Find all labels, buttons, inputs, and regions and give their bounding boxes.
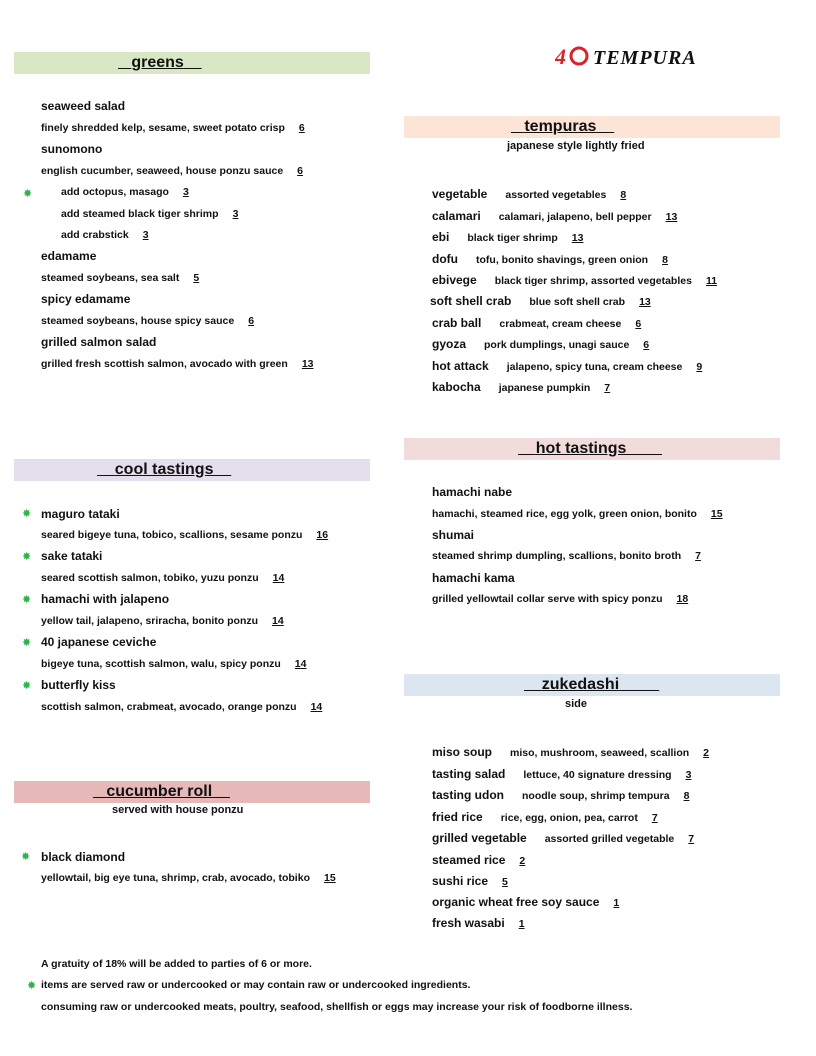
- menu-item-name: edamame: [41, 249, 97, 263]
- raw-indicator-icon: ✸: [23, 188, 33, 200]
- raw-indicator-icon: ✸: [21, 851, 31, 863]
- svg-text:4: 4: [555, 44, 566, 69]
- price: 3: [232, 208, 239, 220]
- price: 3: [142, 229, 149, 241]
- cool-tastings-title: cool tastings: [114, 461, 214, 478]
- tempuras-title: tempuras: [524, 118, 597, 135]
- menu-item-name: maguro tataki: [41, 507, 120, 521]
- menu-item: fresh wasabi 1: [432, 916, 525, 930]
- raw-indicator-icon: ✸: [22, 551, 32, 563]
- menu-item: vegetable assorted vegetables 8: [432, 187, 627, 201]
- menu-item: organic wheat free soy sauce 1: [432, 895, 620, 909]
- svg-text:TEMPURA: TEMPURA: [593, 47, 697, 69]
- tempuras-header: [404, 116, 780, 138]
- menu-item-name: shumai: [432, 528, 475, 542]
- menu-item: ebivege black tiger shrimp, assorted vegetables 11: [432, 273, 718, 287]
- foodborne-warning: consuming raw or undercooked meats, poultry, seafood, shellfish or eggs may increase your risk of foodborne illness.: [41, 1001, 633, 1013]
- menu-item: ebi black tiger shrimp 13: [432, 230, 584, 244]
- menu-item-desc: finely shredded kelp, sesame, sweet potato crisp 6: [41, 122, 305, 134]
- menu-item-desc: grilled yellowtail collar serve with spicy ponzu 18: [432, 593, 689, 605]
- menu-item-desc: yellowtail, big eye tuna, shrimp, crab, avocado, tobiko 15: [41, 872, 336, 884]
- hot-tastings-header: [404, 438, 780, 460]
- 40-tempura-logo: [555, 44, 730, 72]
- zukedashi-header: [404, 674, 780, 696]
- menu-item: soft shell crab blue soft shell crab 13: [430, 294, 651, 308]
- menu-item-desc: yellow tail, jalapeno, sriracha, bonito ponzu 14: [41, 615, 284, 627]
- menu-item-desc: steamed shrimp dumpling, scallions, bonito broth 7: [432, 550, 701, 562]
- addon-item: add crabstick 3: [61, 229, 149, 241]
- cucumber-roll-title: cucumber roll: [106, 783, 213, 800]
- menu-item-name: spicy edamame: [41, 292, 131, 306]
- menu-item: calamari calamari, jalapeno, bell pepper 13: [432, 209, 678, 223]
- menu-item: grilled vegetable assorted grilled vegetable 7: [432, 831, 695, 845]
- raw-items-note: items are served raw or undercooked or may contain raw or undercooked ingredients.: [41, 979, 471, 991]
- price: 15: [710, 508, 723, 520]
- menu-item: fried rice rice, egg, onion, pea, carrot 7: [432, 810, 658, 824]
- menu-item: tasting udon noodle soup, shrimp tempura 8: [432, 788, 690, 802]
- menu-item: gyoza pork dumplings, unagi sauce 6: [432, 337, 650, 351]
- menu-item-desc: bigeye tuna, scottish salmon, walu, spicy ponzu 14: [41, 658, 307, 670]
- menu-item: miso soup miso, mushroom, seaweed, scallion 2: [432, 745, 710, 759]
- hot-tastings-title: hot tastings: [535, 440, 627, 457]
- price: 5: [193, 272, 200, 284]
- price: 14: [272, 572, 285, 584]
- menu-item-name: hamachi nabe: [432, 485, 513, 499]
- price: 6: [298, 122, 305, 134]
- menu-item: dofu tofu, bonito shavings, green onion 8: [432, 252, 668, 266]
- price: 14: [310, 701, 323, 713]
- price: 7: [695, 550, 701, 562]
- menu-item: sushi rice 5: [432, 874, 508, 888]
- menu-item: kabocha japanese pumpkin 7: [432, 380, 611, 394]
- menu-item-desc: hamachi, steamed rice, egg yolk, green onion, bonito 15: [432, 508, 723, 520]
- menu-item-desc: steamed soybeans, sea salt 5: [41, 272, 200, 284]
- menu-item-name: butterfly kiss: [41, 678, 116, 692]
- menu-item-name: hamachi kama: [432, 571, 515, 585]
- tempuras-subtitle: japanese style lightly fried: [507, 140, 645, 152]
- cool-tastings-header: [14, 459, 370, 481]
- menu-item: hot attack jalapeno, spicy tuna, cream cheese 9: [432, 359, 703, 373]
- raw-indicator-icon: ✸: [22, 637, 32, 649]
- raw-indicator-icon: ✸: [22, 508, 32, 520]
- menu-item-desc: english cucumber, seaweed, house ponzu sauce 6: [41, 165, 303, 177]
- price: 6: [248, 315, 255, 327]
- raw-indicator-icon: ✸: [22, 680, 32, 692]
- raw-indicator-icon: ✸: [27, 980, 37, 992]
- addon-item: add octopus, masago 3: [61, 186, 189, 198]
- greens-title: greens: [131, 54, 184, 71]
- menu-item-name: 40 japanese ceviche: [41, 635, 157, 649]
- menu-item: steamed rice 2: [432, 853, 526, 867]
- price: 6: [297, 165, 303, 177]
- greens-header: [14, 52, 370, 74]
- raw-indicator-icon: ✸: [22, 594, 32, 606]
- menu-item-desc: seared bigeye tuna, tobico, scallions, sesame ponzu 16: [41, 529, 329, 541]
- zukedashi-subtitle: side: [565, 698, 588, 710]
- menu-item-name: seaweed salad: [41, 99, 126, 113]
- menu-item-desc: scottish salmon, crabmeat, avocado, orange ponzu 14: [41, 701, 323, 713]
- menu-item-desc: grilled fresh scottish salmon, avocado with green 13: [41, 358, 314, 370]
- price: 3: [182, 186, 189, 198]
- menu-item-name: sake tataki: [41, 549, 103, 563]
- menu-item-name: black diamond: [41, 850, 126, 864]
- menu-item: crab ball crabmeat, cream cheese 6: [432, 316, 642, 330]
- menu-item-desc: steamed soybeans, house spicy sauce 6: [41, 315, 255, 327]
- price: 14: [294, 658, 307, 670]
- price: 15: [323, 872, 336, 884]
- addon-item: add steamed black tiger shrimp 3: [61, 208, 239, 220]
- price: 13: [301, 358, 314, 370]
- menu-item: tasting salad lettuce, 40 signature dressing 3: [432, 767, 692, 781]
- menu-item-name: grilled salmon salad: [41, 335, 157, 349]
- price: 14: [272, 615, 284, 627]
- menu-item-name: hamachi with jalapeno: [41, 592, 170, 606]
- gratuity-note: A gratuity of 18% will be added to parties of 6 or more.: [41, 958, 312, 970]
- price: 18: [676, 593, 689, 605]
- cucumber-roll-subtitle: served with house ponzu: [112, 804, 244, 816]
- menu-item-desc: seared scottish salmon, tobiko, yuzu ponzu 14: [41, 572, 285, 584]
- price: 16: [316, 529, 329, 541]
- zukedashi-title: zukedashi: [541, 676, 620, 693]
- menu-item-name: sunomono: [41, 142, 103, 156]
- cucumber-roll-header: [14, 781, 370, 803]
